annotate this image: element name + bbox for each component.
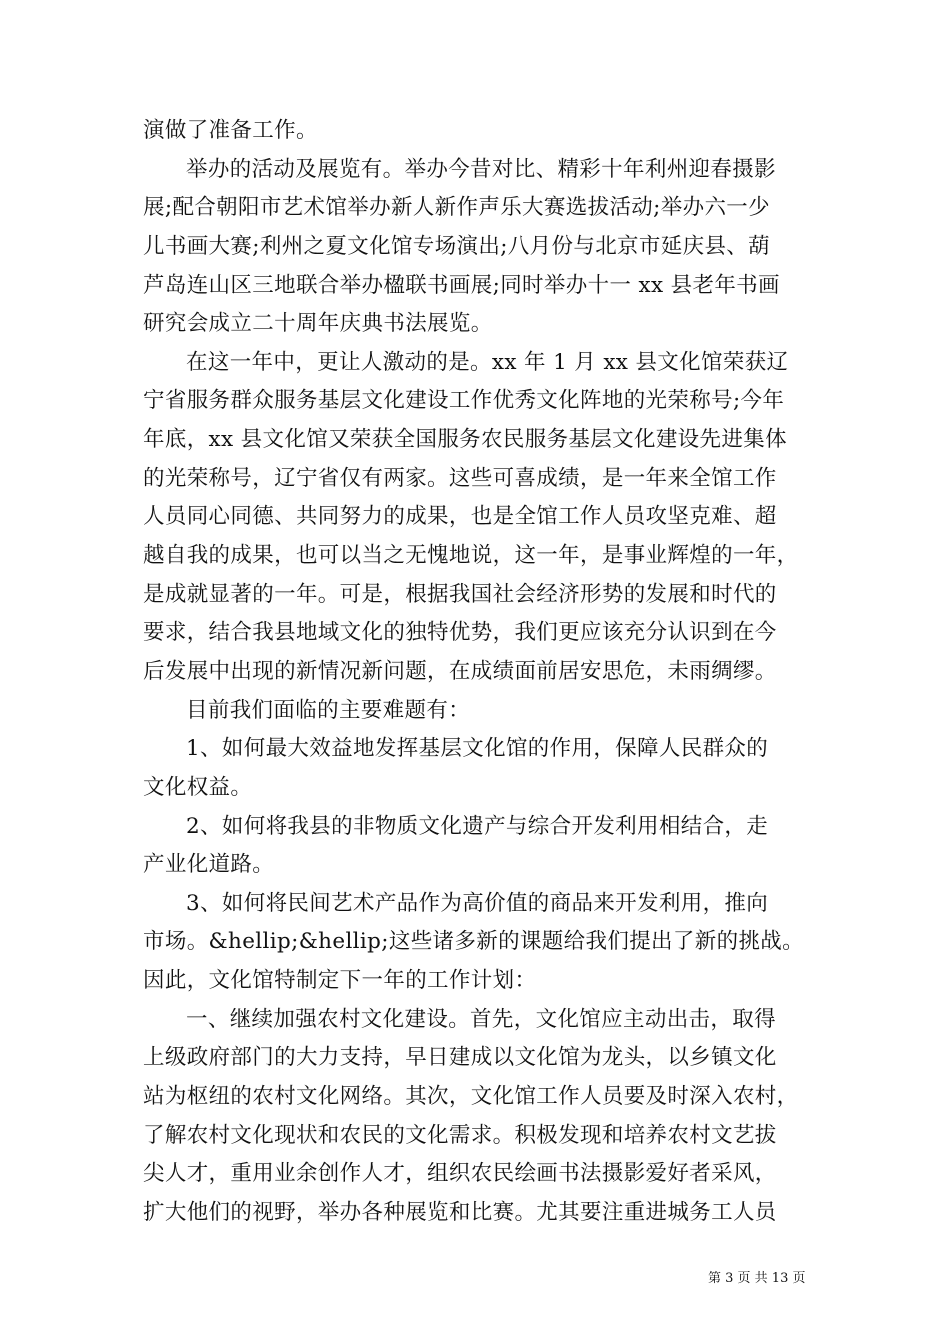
text-line: 尖人才，重用业余创作人才，组织农民绘画书法摄影爱好者采风，: [143, 1161, 777, 1187]
text-line: 演做了准备工作。: [143, 118, 318, 143]
text-line: 因此，文化馆特制定下一年的工作计划：: [143, 968, 537, 994]
text-line: 文化权益。: [143, 774, 253, 800]
text-line: 芦岛连山区三地联合举办楹联书画展;同时举办十一 xx 县老年书画: [143, 272, 780, 298]
text-line: 是成就显著的一年。可是，根据我国社会经济形势的发展和时代的: [143, 581, 777, 607]
text-line: 市场。&hellip;&hellip;这些诸多新的课题给我们提出了新的挑战。: [143, 929, 804, 955]
text-line: 宁省服务群众服务基层文化建设工作优秀文化阵地的光荣称号;今年: [143, 388, 785, 414]
document-body: [143, 112, 811, 1233]
text-line: 目前我们面临的主要难题有：: [186, 697, 471, 723]
text-line: 要求，结合我县地域文化的独特优势，我们更应该充分认识到在今: [143, 620, 777, 646]
page-number: 第 3 页 共 13 页: [708, 1271, 806, 1286]
text-line: 后发展中出现的新情况新问题，在成绩面前居安思危，未雨绸缪。: [143, 658, 777, 684]
text-line: 的光荣称号，辽宁省仅有两家。这些可喜成绩，是一年来全馆工作: [143, 465, 777, 491]
text-line: 了解农村文化现状和农民的文化需求。积极发现和培养农村文艺拔: [143, 1122, 777, 1148]
text-line: 儿书画大赛;利州之夏文化馆专场演出;八月份与北京市延庆县、葫: [143, 233, 770, 259]
text-line: 产业化道路。: [143, 852, 275, 878]
text-line: 越自我的成果，也可以当之无愧地说，这一年，是事业辉煌的一年，: [143, 543, 799, 569]
text-line: 站为枢纽的农村文化网络。其次，文化馆工作人员要及时深入农村，: [143, 1084, 799, 1110]
text-line: 举办的活动及展览有。举办今昔对比、精彩十年利州迎春摄影: [186, 156, 776, 182]
text-line: 1、如何最大效益地发挥基层文化馆的作用，保障人民群众的: [186, 736, 769, 762]
text-line: 3、如何将民间艺术产品作为高价值的商品来开发利用，推向: [186, 890, 769, 916]
text-line: 研究会成立二十周年庆典书法展览。: [143, 311, 493, 337]
text-line: 扩大他们的视野，举办各种展览和比赛。尤其要注重进城务工人员: [143, 1199, 777, 1225]
text-line: 人员同心同德、共同努力的成果，也是全馆工作人员攻坚克难、超: [143, 504, 777, 530]
text-line: 2、如何将我县的非物质文化遗产与综合开发利用相结合，走: [186, 813, 769, 839]
text-line: 年底，xx 县文化馆又荣获全国服务农民服务基层文化建设先进集体: [143, 427, 787, 453]
text-line: 在这一年中，更让人激动的是。xx 年 1 月 xx 县文化馆荣获辽: [186, 349, 789, 375]
text-line: 展;配合朝阳市艺术馆举办新人新作声乐大赛选拔活动;举办六一少: [143, 195, 770, 221]
text-line: 上级政府部门的大力支持，早日建成以文化馆为龙头，以乡镇文化: [143, 1045, 777, 1071]
text-line: 一、继续加强农村文化建设。首先，文化馆应主动出击，取得: [186, 1006, 776, 1032]
